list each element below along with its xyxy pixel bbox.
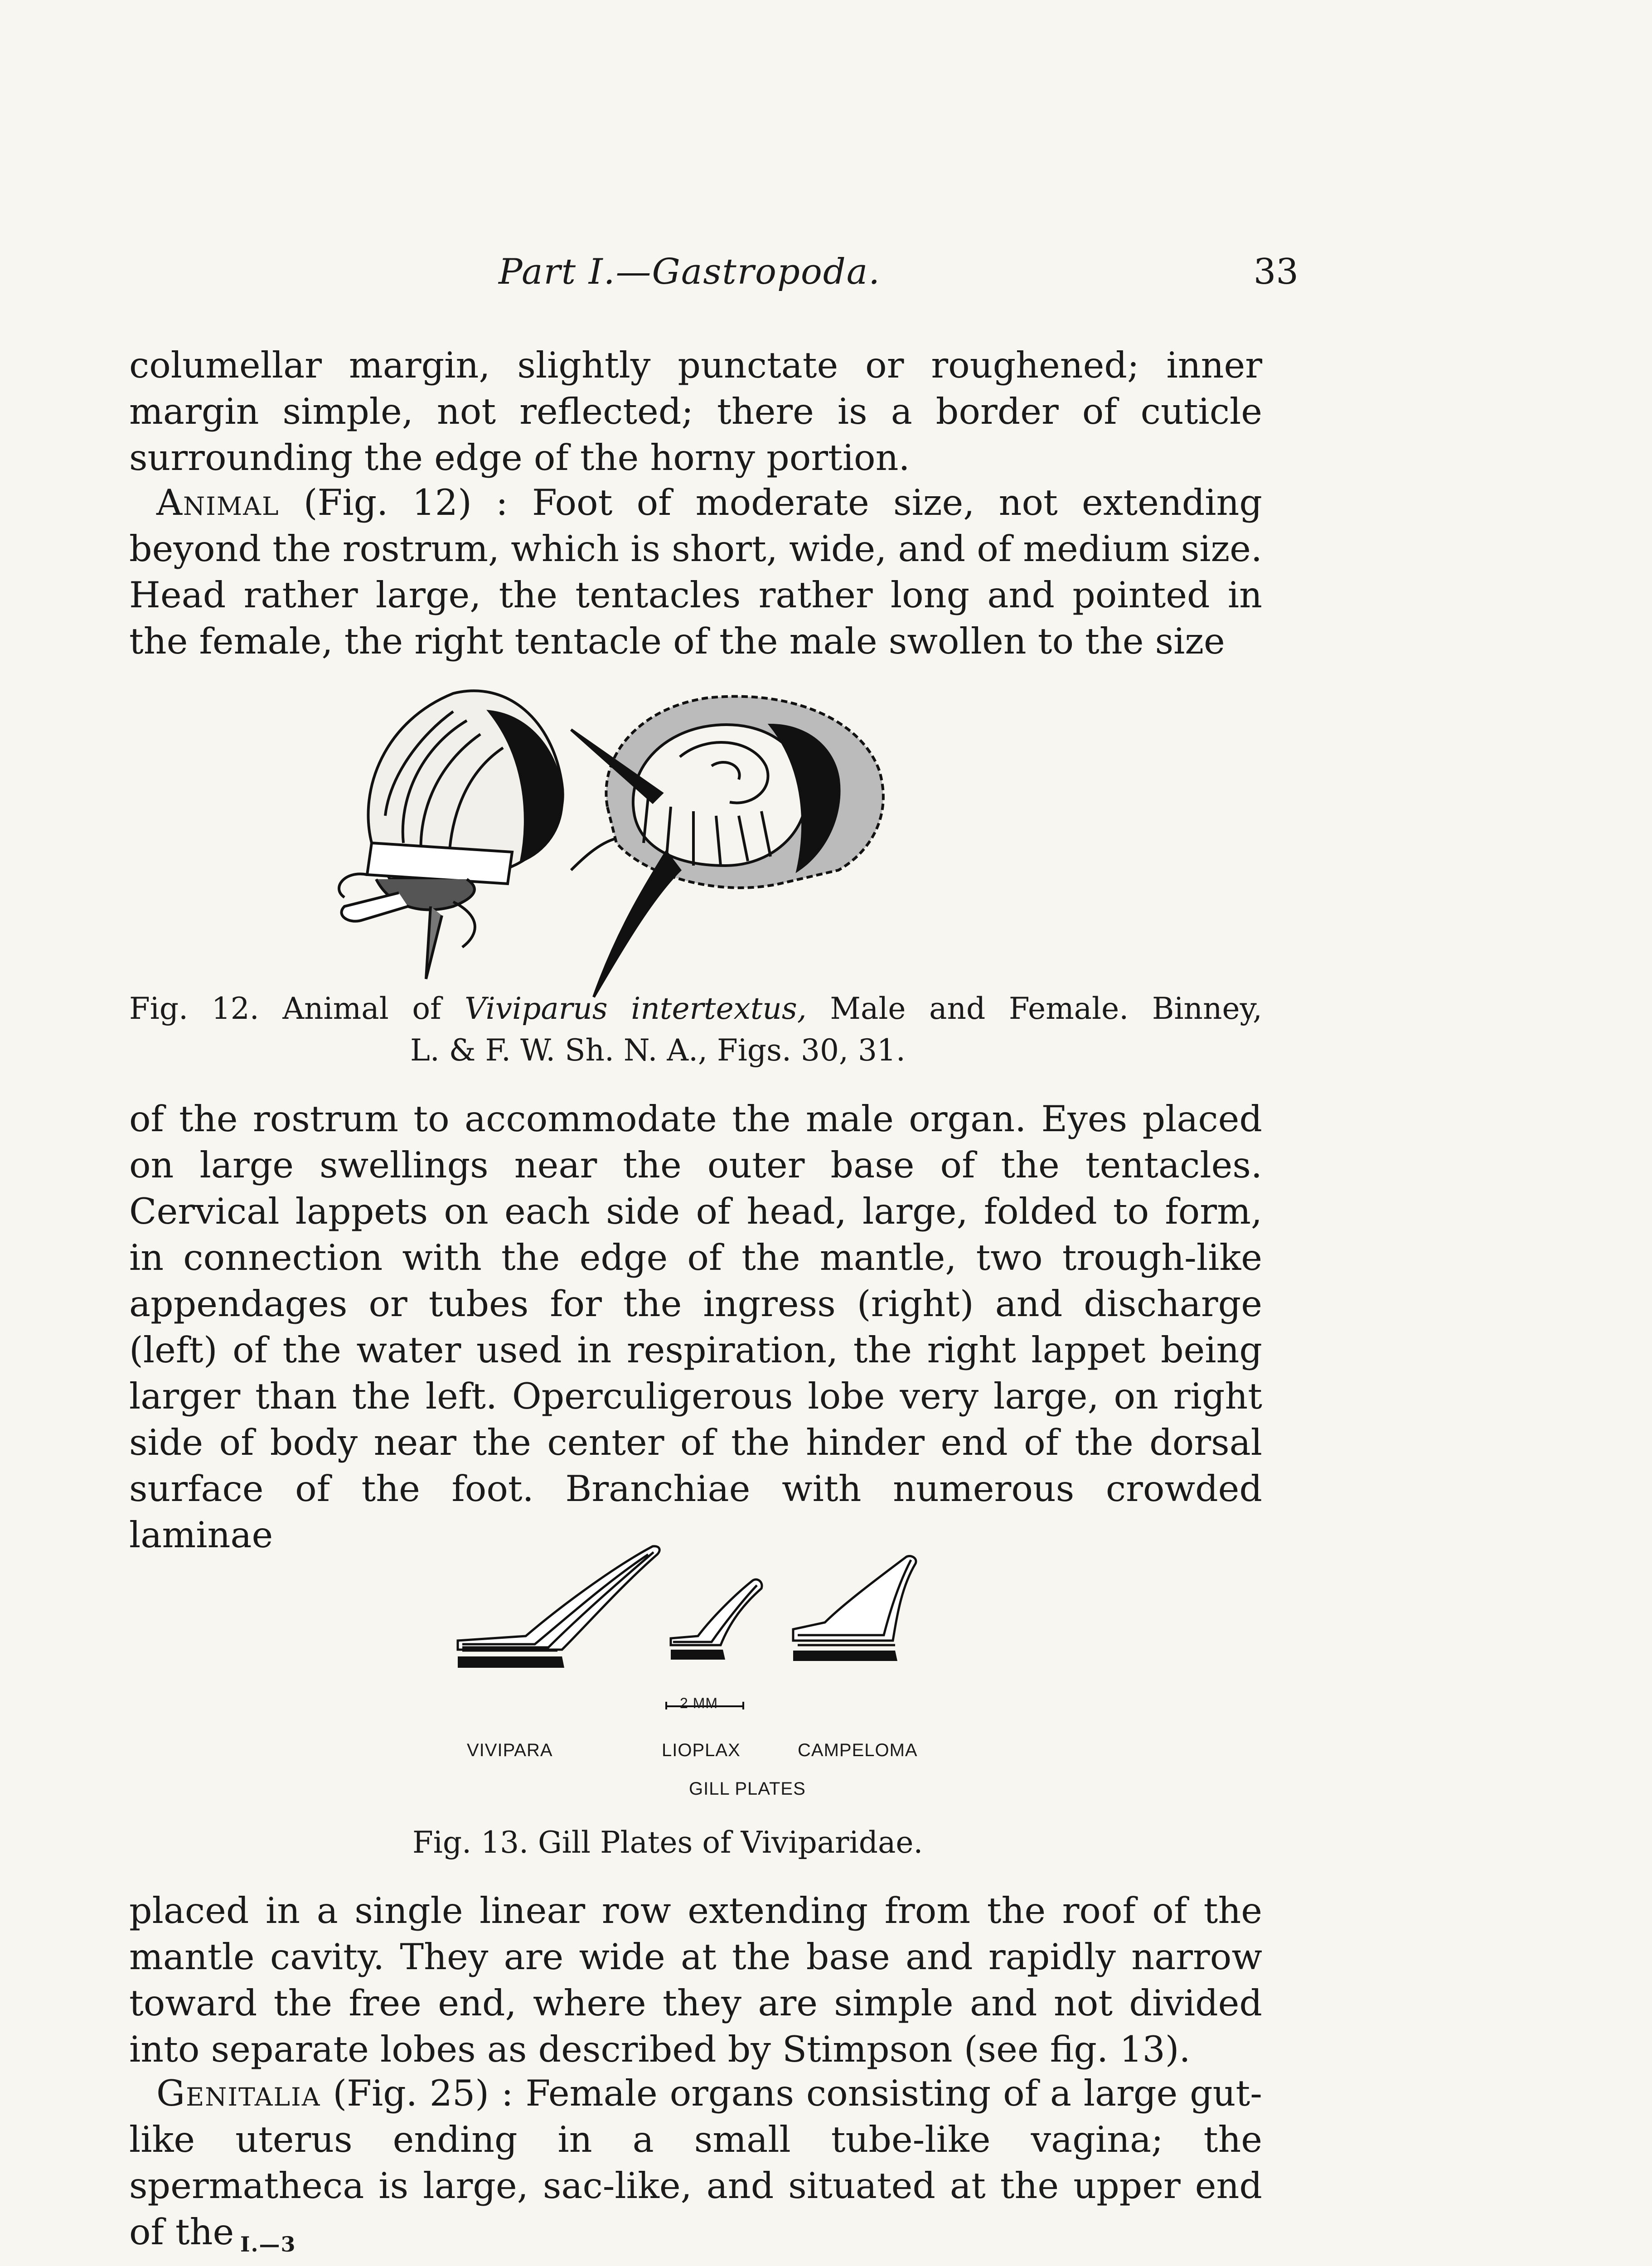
- paragraph-shell-margin: columellar margin, slightly punctate or roughened; inner margin simple, not reflected; there is a border of cuticle surrounding the edge of the horny portion.: [129, 344, 1262, 479]
- paragraph-genitalia: [129, 2070, 1262, 2255]
- figure-12-illustration: [317, 680, 1124, 1006]
- figure-12-caption-after-species: Male and Female. Binney,: [806, 991, 1263, 1026]
- gill-plate-lioplax: [671, 1579, 762, 1660]
- gill-plate-vivipara: [458, 1546, 659, 1668]
- figure-12-caption: [129, 988, 1262, 1071]
- male-snail-drawing: [339, 691, 563, 979]
- label-gill-plates: GILL PLATES: [689, 1779, 806, 1799]
- paragraph-genitalia-text: (Fig. 25) : Female organs consisting of a large gut-like uterus ending in a small tube-like vagina; the spermatheca is large, sac-like, and situated at the upper end of the: [129, 2072, 1262, 2253]
- label-vivipara: VIVIPARA: [467, 1740, 553, 1760]
- label-campeloma: CAMPELOMA: [798, 1740, 918, 1760]
- paragraph-gill-rows: placed in a single linear row extending from the roof of the mantle cavity. They are wide at the base and rapidly narrow toward the free end, where they are simple and not divided into separate lobes as described by Stimpson (see fig. 13).: [129, 1890, 1262, 2070]
- section-label-animal: Animal: [156, 482, 280, 523]
- figure-13-caption: Fig. 13. Gill Plates of Viviparidae.: [412, 1825, 923, 1860]
- running-head: Part I.—Gastropoda.: [499, 252, 881, 292]
- figure-12-species-name: Viviparus intertextus,: [465, 991, 807, 1026]
- paragraph-rostrum: of the rostrum to accommodate the male organ. Eyes placed on large swellings near the outer base of the tentacles. Cervical lappets on each side of head, large, folded to form, in connection with the edge of the mantle, two trough-like appendages or tubes for the ingress (right) and discharge (left) of the water used in respiration, the right lappet being larger than the left. Operculigerous lobe very large, on right side of body near the center of the hinder end of the dorsal surface of the foot. Branchiae with numerous crowded laminae: [129, 1098, 1262, 1556]
- figure-13-gill-plates-illustration: [444, 1532, 961, 1722]
- gill-plate-campeloma: [793, 1556, 916, 1661]
- section-label-genitalia: Genitalia: [156, 2072, 321, 2114]
- label-lioplax: LIOPLAX: [662, 1740, 741, 1760]
- paragraph-animal-text: (Fig. 12) : Foot of moderate size, not extending beyond the rostrum, which is short, wide, and of medium size. Head rather large, the tentacles rather long and pointed in the female, the right tentacle of the male swollen to the size: [129, 482, 1262, 662]
- figure-12-caption-line2: L. & F. W. Sh. N. A., Figs. 30, 31.: [410, 1033, 906, 1068]
- female-snail-drawing: [571, 697, 883, 997]
- figure-12-caption-prefix: Fig. 12. Animal of: [129, 991, 465, 1026]
- page-number: 33: [1253, 252, 1298, 292]
- scale-label: 2 MM: [680, 1695, 718, 1711]
- signature-mark: I.—3: [240, 2232, 296, 2256]
- paragraph-animal: [129, 479, 1262, 664]
